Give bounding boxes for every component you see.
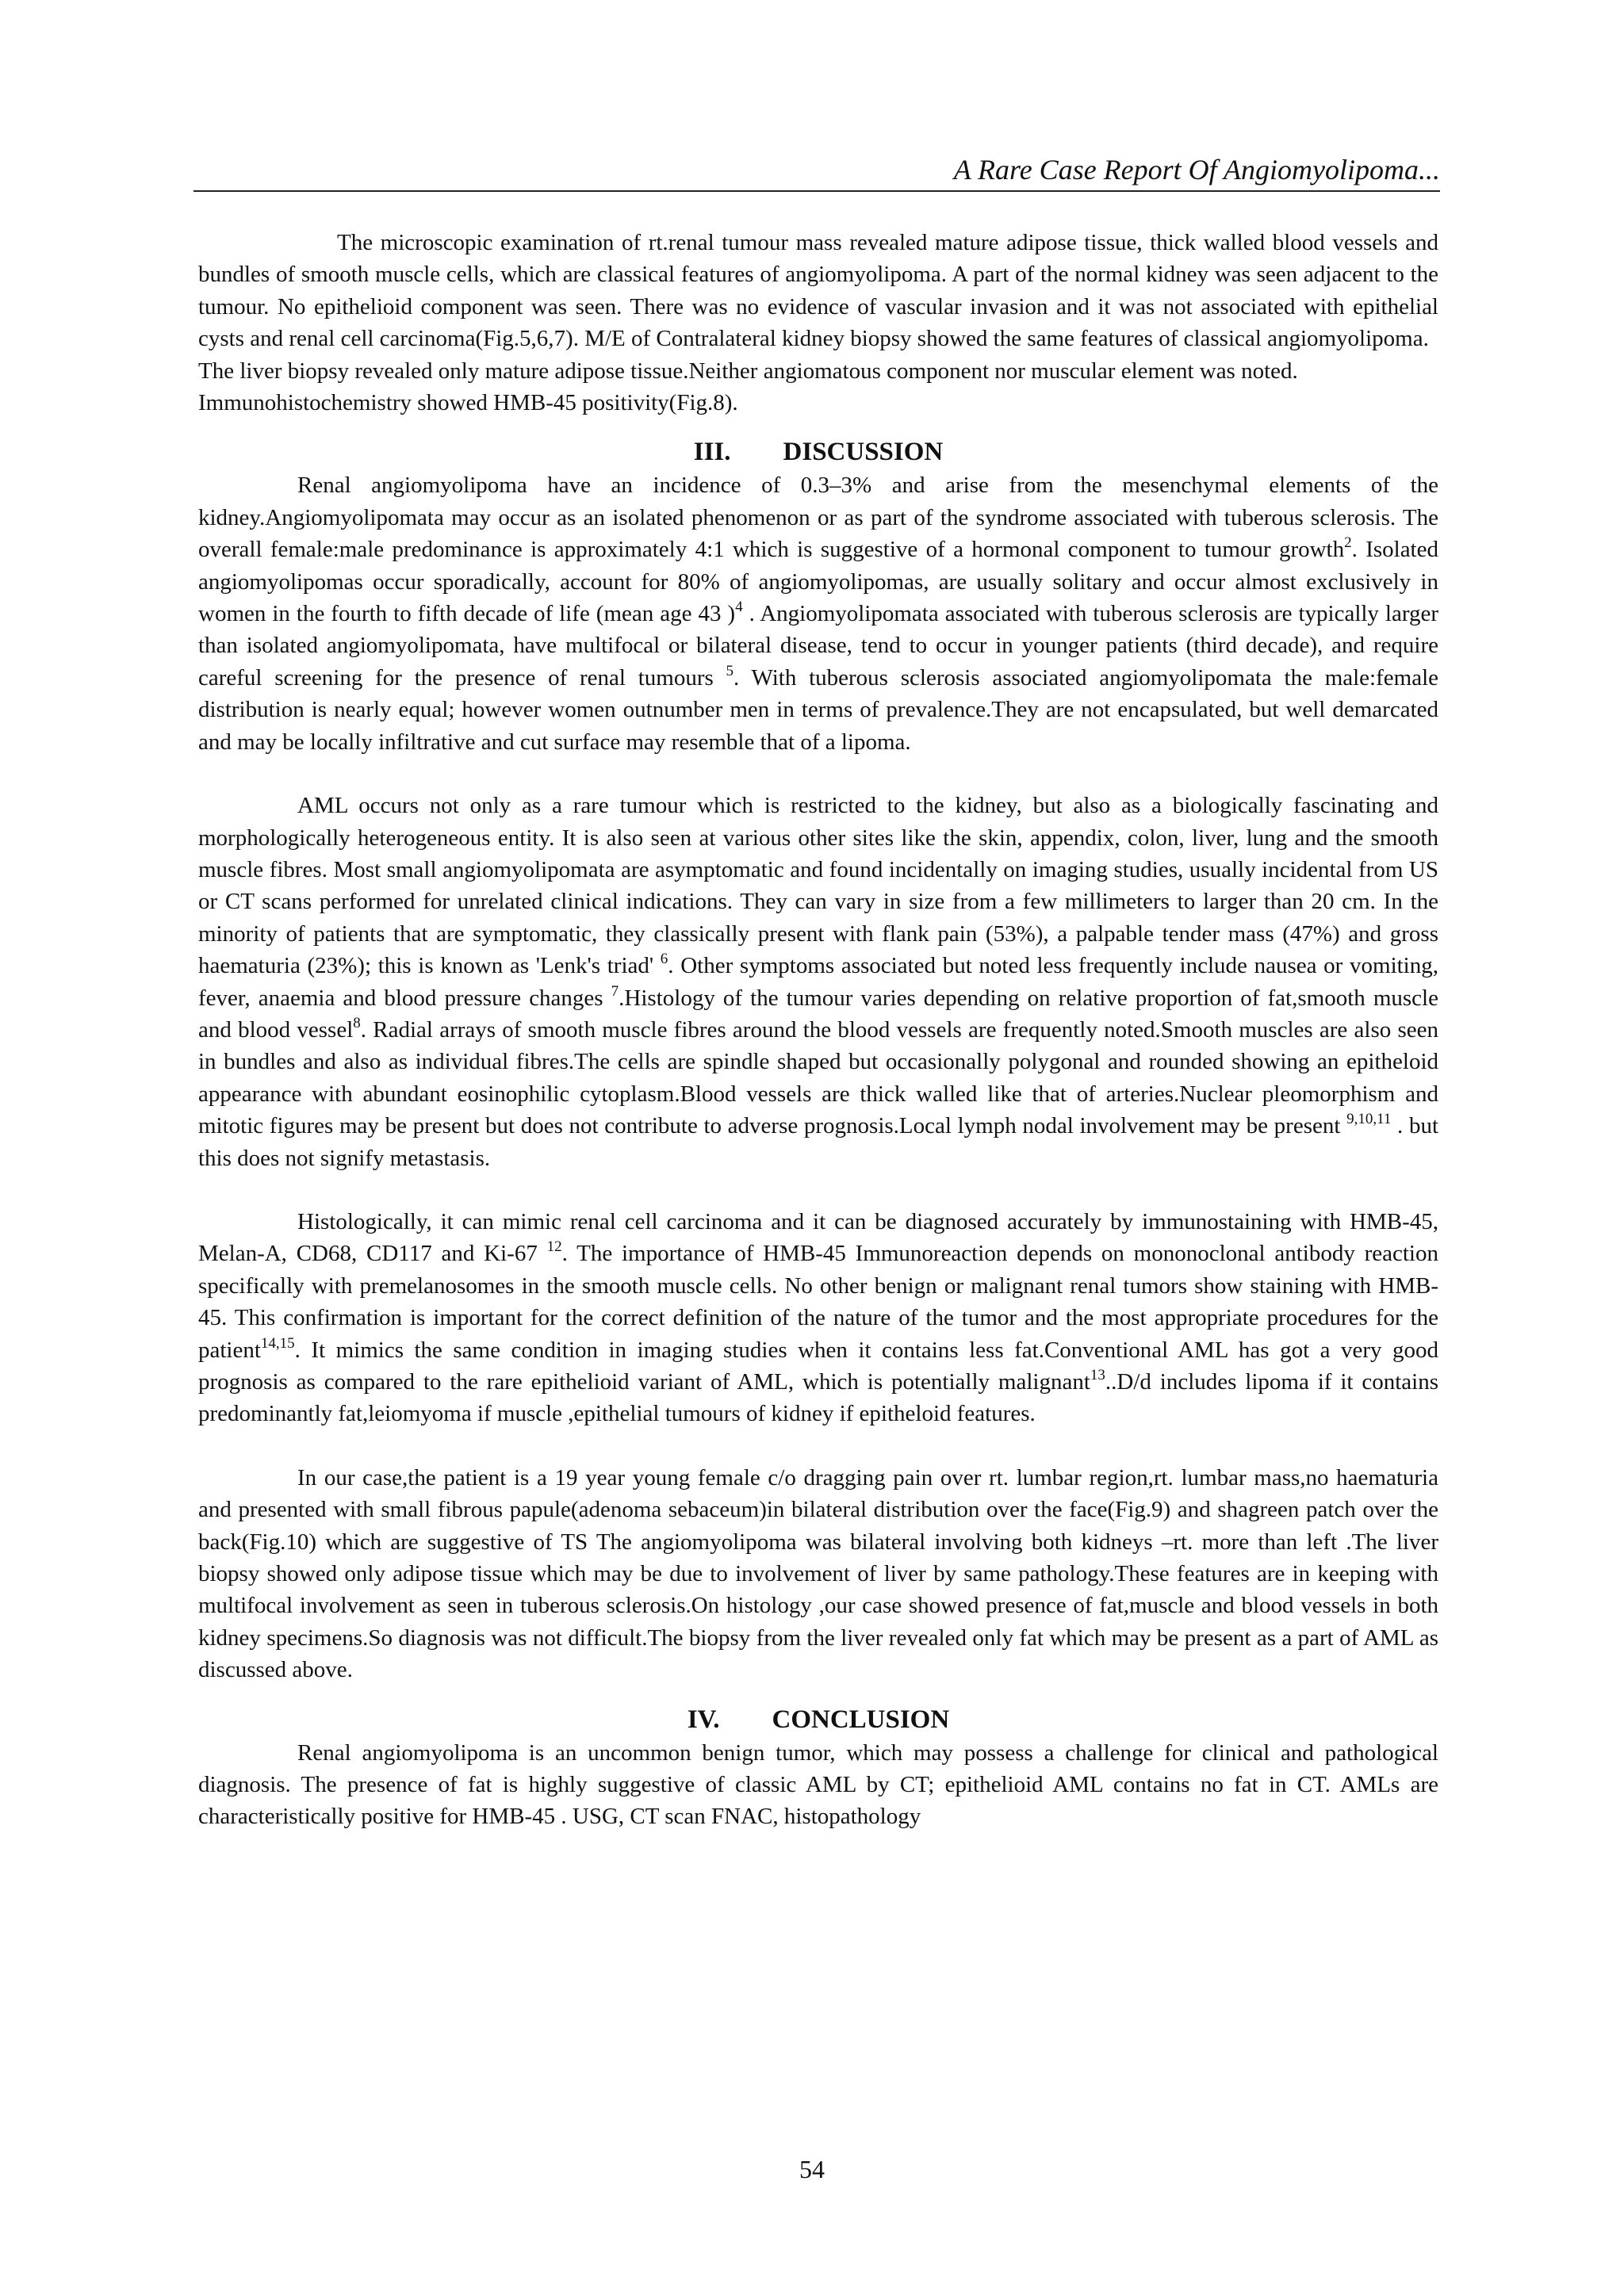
- paragraph-gap: [198, 1430, 1438, 1462]
- conclusion-paragraph: Renal angiomyolipoma is an uncommon benign tumor, which may possess a challenge for clinical and pathological diagnosis. The presence of fat is highly suggestive of classic AML by CT; epithelioid AML contains no fat in CT. AMLs are characteristically positive for HMB-45 . USG, CT scan FNAC, histopathology: [198, 1739, 1438, 1830]
- ihc-paragraph: Immunohistochemistry showed HMB-45 positivity(Fig.8).: [198, 390, 738, 416]
- citation: 12: [546, 1238, 562, 1256]
- running-title: A Rare Case Report Of Angiomyolipoma...: [953, 154, 1440, 186]
- microscopy-paragraph: The microscopic examination of rt.renal tumour mass revealed mature adipose tissue, thick walled blood vessels and bundles of smooth muscle cells, which are classical features of angiomyolipoma. A part of the normal kidney was seen adjacent to the tumour. No epithelioid component was seen. There was no evidence of vascular invasion and it was not associated with epithelial cysts and renal cell carcinoma(Fig.5,6,7). M/E of Contralateral kidney biopsy showed the same features of classical angiomyolipoma.: [198, 230, 1438, 352]
- article-body: [198, 227, 1438, 1833]
- citation: 13: [1090, 1367, 1105, 1383]
- citation: 4: [735, 599, 743, 616]
- page-number: 54: [799, 2155, 825, 2183]
- citation: 2: [1344, 534, 1352, 552]
- discussion-paragraph-1: Renal angiomyolipoma have an incidence of 0.3–3% and arise from the mesenchymal elements of the kidney.Angiomyolipomata may occur as an isolated phenomenon or as part of the syndrome associated with tuberous sclerosis. The overall female:male predominance is approximately 4:1 which is suggestive of a hormonal component to tumour growth$^2$. Isolated angiomyolipomas occur sporadically, account for 80% of angiomyolipomas, are usually solitary and occur almost exclusively in women in the fourth to fifth decade of life (mean age 43 )$^4$ . Angiomyolipomata associated with tuberous sclerosis are typically larger than isolated angiomyolipomata, have multifocal or bilateral disease, tend to occur in younger patients (third decade), and require careful screening for the presence of renal tumours $^5$. With tuberous sclerosis associated angiomyolipomata the male:female distribution is nearly equal; however women outnumber men in terms of prevalence.They are not encapsulated, but well demarcated and may be locally infiltrative and cut surface may resemble that of a lipoma.: [198, 473, 1438, 755]
- paragraph-gap: [198, 758, 1438, 790]
- liver-biopsy-paragraph: The liver biopsy revealed only mature adipose tissue.Neither angiomatous component nor muscular element was noted.: [198, 358, 1298, 384]
- citation: 14,15: [260, 1334, 295, 1352]
- section-title: DISCUSSION: [783, 438, 944, 467]
- case-discussion-paragraph: In our case,the patient is a 19 year young female c/o dragging pain over rt. lumbar region,rt. lumbar mass,no haematuria and presented with small fibrous papule(adenoma sebaceum)in bilateral distribution over the face(Fig.9) and shagreen patch over the back(Fig.10) which are suggestive of TS The angiomyolipoma was bilateral involving both kidneys –rt. more than left .The liver biopsy showed only adipose tissue which may be due to involvement of liver by same pathology.These features are in keeping with multifocal involvement as seen in tuberous sclerosis.On histology ,our case showed presence of fat,muscle and blood vessels in both kidney specimens.So diagnosis was not difficult.The biopsy from the liver revealed only fat which may be present as a part of AML as discussed above.: [198, 1464, 1438, 1683]
- citation: 5: [726, 662, 734, 679]
- citation: 6: [660, 951, 668, 968]
- citation: 8: [353, 1014, 361, 1031]
- discussion-paragraph-3: Histologically, it can mimic renal cell carcinoma and it can be diagnosed accurately by immunostaining with HMB-45, Melan-A, CD68, CD117 and Ki-67 $^{12}$. The importance of HMB-45 Immunoreaction depends on mononoclonal antibody reaction specifically with premelanosomes in the smooth muscle cells. No other benign or malignant renal tumors show staining with HMB-45. This confirmation is important for the correct definition of the nature of the tumor and the most appropriate procedures for the patient$^{14,15}$. It mimics the same condition in imaging studies when it contains less fat.Conventional AML has got a very good prognosis as compared to the rare epithelioid variant of AML, which is potentially malignant$^{13}$..D/d includes lipoma if it contains predominantly fat,leiomyoma if muscle ,epithelial tumours of kidney if epitheloid features.: [198, 1208, 1438, 1427]
- section-number: IV.: [687, 1705, 720, 1734]
- section-number: III.: [693, 438, 731, 467]
- paragraph-gap: [198, 1174, 1438, 1206]
- citation: 9,10,11: [1346, 1111, 1392, 1128]
- discussion-paragraph-2: AML occurs not only as a rare tumour which is restricted to the kidney, but also as a biologically fascinating and morphologically heterogeneous entity. It is also seen at various other sites like the skin, appendix, colon, liver, lung and the smooth muscle fibres. Most small angiomyolipomata are asymptomatic and found incidentally on imaging studies, usually incidental from US or CT scans performed for unrelated clinical indications. They can vary in size from a few millimeters to larger than 20 cm. In the minority of patients that are symptomatic, they classically present with flank pain (53%), a palpable tender mass (47%) and gross haematuria (23%); this is known as 'Lenk's triad' $^6$. Other symptoms associated but noted less frequently include nausea or vomiting, fever, anaemia and blood pressure changes $^7$.Histology of the tumour varies depending on relative proportion of fat,smooth muscle and blood vessel$^8$. Radial arrays of smooth muscle fibres around the blood vessels are frequently noted.Smooth muscles are also seen in bundles and also as individual fibres.The cells are spindle shaped but occasionally polygonal and rounded showing an epitheloid appearance with abundant eosinophilic cytoplasm.Blood vessels are thick walled like that of arteries.Nuclear pleomorphism and mitotic figures may be present but does not contribute to adverse prognosis.Local lymph nodal involvement may be present $^{9,10,11}$ . but this does not signify metastasis.: [198, 793, 1439, 1171]
- section-heading-conclusion: [198, 1702, 1438, 1737]
- section-heading-discussion: [198, 434, 1438, 469]
- header-rule: [193, 190, 1440, 192]
- citation: 7: [611, 982, 619, 1000]
- section-title: CONCLUSION: [772, 1705, 950, 1734]
